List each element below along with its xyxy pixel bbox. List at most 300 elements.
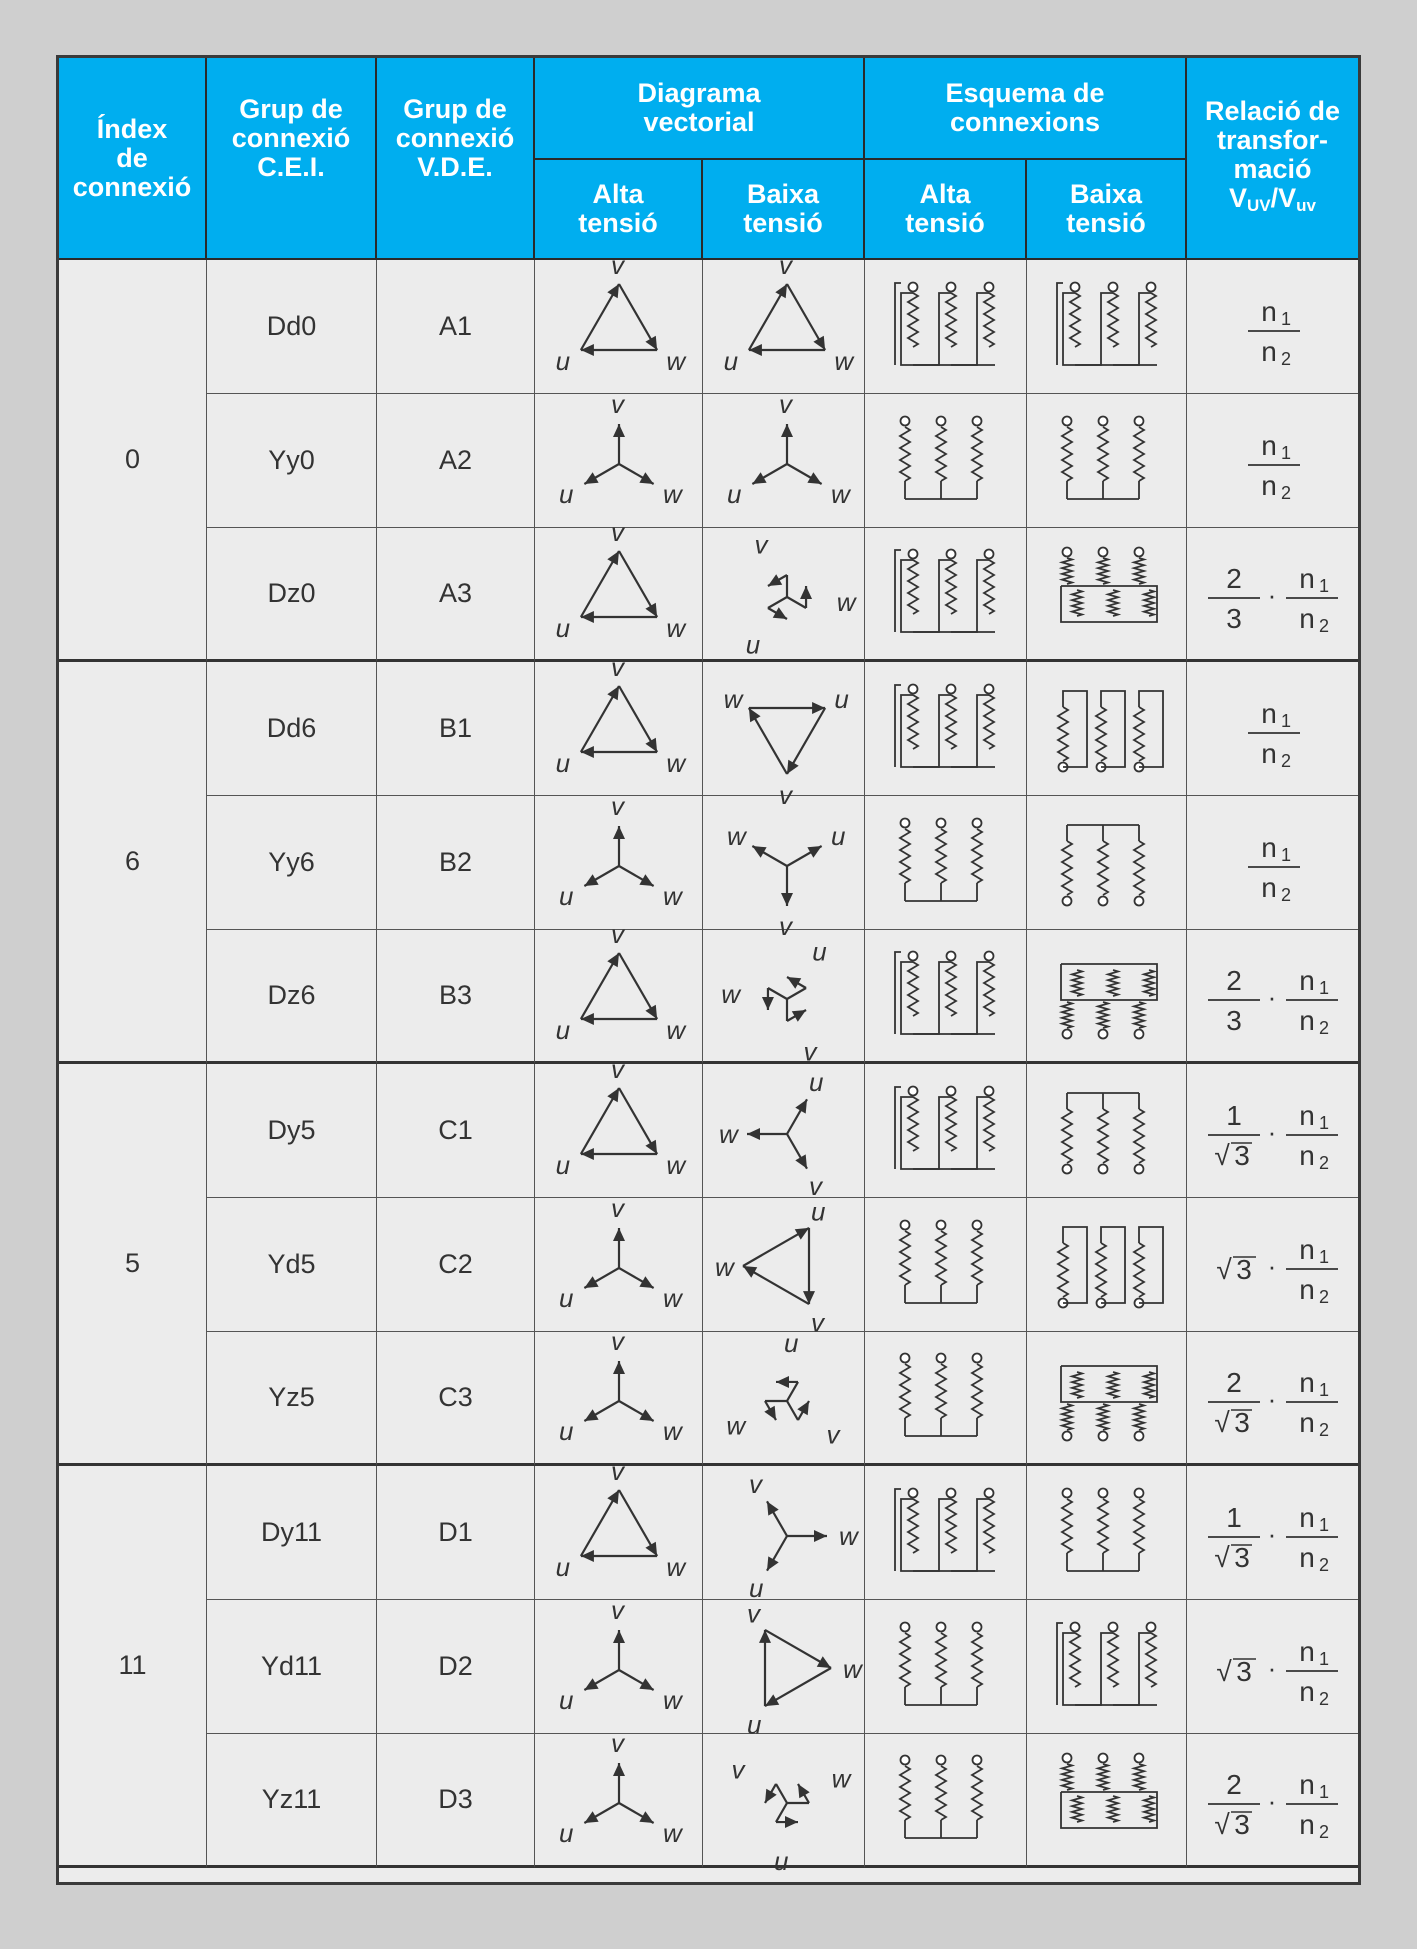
winding-scheme-low bbox=[1027, 1738, 1187, 1862]
phase-label-u: u bbox=[558, 478, 574, 509]
svg-text:1: 1 bbox=[1280, 442, 1291, 463]
phase-label-w: w bbox=[662, 1817, 682, 1848]
vector-diagram-high bbox=[535, 1455, 703, 1598]
phase-label-w: w bbox=[723, 683, 742, 714]
svg-text:1: 1 bbox=[1318, 1112, 1329, 1133]
transformation-ratio bbox=[1188, 1738, 1358, 1862]
phase-vector-u bbox=[584, 866, 619, 886]
phase-vector-v bbox=[767, 1501, 787, 1536]
winding-scheme-low bbox=[1027, 1203, 1187, 1327]
transformation-ratio bbox=[1188, 1471, 1358, 1595]
svg-text:3: 3 bbox=[1225, 1004, 1242, 1036]
side-vector-uv bbox=[580, 551, 618, 617]
phase-label-w: w bbox=[726, 820, 746, 851]
svg-text:1: 1 bbox=[1318, 1781, 1329, 1802]
vector-high-cell bbox=[535, 1455, 703, 1600]
phase-label-w: w bbox=[831, 1762, 850, 1793]
phase-label-w: w bbox=[665, 1551, 685, 1582]
phase-label-u: u bbox=[808, 1066, 823, 1097]
svg-text:·: · bbox=[1267, 981, 1276, 1012]
scheme-low-cell bbox=[1027, 1198, 1187, 1332]
phase-label-u: u bbox=[558, 1282, 574, 1313]
phase-label-v: v bbox=[826, 1418, 840, 1449]
header-ratio-formula: $V_{UV}/V_{uv}$ bbox=[1229, 182, 1316, 215]
phase-vector-w bbox=[787, 464, 822, 484]
vector-low-cell bbox=[703, 1734, 865, 1876]
phase-label-w: w bbox=[665, 747, 685, 778]
phase-label-w: w bbox=[725, 1410, 745, 1441]
phase-label-w: w bbox=[665, 1149, 685, 1180]
svg-text:n: n bbox=[1260, 871, 1277, 903]
phase-label-v: v bbox=[778, 388, 792, 419]
vde-cell: D3 bbox=[377, 1734, 535, 1868]
side-vector-vw bbox=[619, 686, 657, 752]
vector-diagram-low bbox=[703, 931, 865, 1067]
phase-label-w: w bbox=[718, 1118, 738, 1149]
winding-scheme-low bbox=[1027, 532, 1187, 656]
svg-text:n: n bbox=[1260, 429, 1277, 461]
vector-diagram-low bbox=[703, 1735, 865, 1876]
scheme-low-cell bbox=[1027, 796, 1187, 930]
vector-high-cell bbox=[535, 249, 703, 394]
cei-cell: Yd5 bbox=[207, 1198, 377, 1332]
vector-diagram-low bbox=[703, 388, 865, 526]
vde-cell: D2 bbox=[377, 1600, 535, 1734]
svg-text:n: n bbox=[1298, 1233, 1315, 1265]
ratio-cell bbox=[1187, 796, 1358, 930]
phase-label-u: u bbox=[555, 1149, 570, 1180]
transformation-ratio bbox=[1188, 1605, 1358, 1729]
side-vector-wu bbox=[765, 1668, 831, 1706]
phase-vector-v bbox=[787, 1134, 807, 1169]
svg-text:n: n bbox=[1260, 295, 1277, 327]
phase-label-u: u bbox=[773, 1845, 788, 1876]
header-scheme-low: Baixa tensió bbox=[1027, 160, 1187, 260]
header-vector-diagram: Diagrama vectorial bbox=[535, 58, 865, 160]
scheme-high-cell bbox=[865, 930, 1027, 1064]
vector-high-cell bbox=[535, 516, 703, 662]
ratio-cell bbox=[1187, 1198, 1358, 1332]
phase-vector-u bbox=[787, 846, 822, 866]
winding-scheme-high bbox=[865, 1605, 1027, 1729]
scheme-high-cell bbox=[865, 1734, 1027, 1868]
svg-text:1: 1 bbox=[1318, 1246, 1329, 1267]
zigzag-vector-v bbox=[787, 1010, 806, 1022]
vde-cell: A1 bbox=[377, 260, 535, 394]
scheme-high-cell bbox=[865, 796, 1027, 930]
phase-label-w: w bbox=[720, 978, 740, 1009]
winding-scheme-low bbox=[1027, 399, 1187, 523]
phase-label-w: w bbox=[662, 1684, 682, 1715]
side-vector-uv bbox=[803, 1227, 815, 1303]
phase-label-u: u bbox=[558, 880, 574, 911]
svg-text:·: · bbox=[1267, 1518, 1276, 1549]
vector-diagram-low bbox=[703, 529, 865, 659]
cei-cell: Dz6 bbox=[207, 930, 377, 1064]
ratio-cell bbox=[1187, 528, 1358, 662]
phase-label-u: u bbox=[555, 1551, 570, 1582]
cei-cell: Dd0 bbox=[207, 260, 377, 394]
svg-text:2: 2 bbox=[1225, 562, 1242, 594]
svg-text:2: 2 bbox=[1280, 482, 1291, 503]
svg-text:·: · bbox=[1267, 1652, 1276, 1683]
vector-diagram-high bbox=[535, 249, 703, 392]
scheme-high-cell bbox=[865, 1198, 1027, 1332]
side-vector-uv bbox=[748, 284, 786, 350]
svg-text:2: 2 bbox=[1318, 1821, 1329, 1842]
svg-text:√: √ bbox=[1213, 1139, 1230, 1171]
side-vector-vw bbox=[619, 284, 657, 350]
side-vector-uv bbox=[580, 1088, 618, 1154]
phase-vector-w bbox=[787, 1530, 827, 1542]
phase-label-u: u bbox=[745, 629, 760, 660]
svg-text:·: · bbox=[1267, 1116, 1276, 1147]
vector-low-cell bbox=[703, 1327, 865, 1466]
phase-label-u: u bbox=[811, 935, 827, 966]
svg-text:2: 2 bbox=[1318, 1017, 1329, 1038]
phase-label-v: v bbox=[610, 918, 624, 949]
winding-scheme-high bbox=[865, 1336, 1027, 1460]
scheme-low-cell bbox=[1027, 394, 1187, 528]
zigzag-vector-v bbox=[765, 1783, 777, 1802]
phase-label-v: v bbox=[610, 1727, 624, 1758]
ratio-cell bbox=[1187, 260, 1358, 394]
zigzag-vector-v bbox=[767, 574, 786, 586]
phase-label-u: u bbox=[558, 1684, 574, 1715]
vector-diagram-high bbox=[535, 388, 703, 526]
side-vector-vw bbox=[765, 1629, 831, 1667]
ratio-cell bbox=[1187, 1064, 1358, 1198]
winding-scheme-low bbox=[1027, 1471, 1187, 1595]
header-cei: Grup de connexió C.E.I. bbox=[207, 58, 377, 260]
phase-label-w: w bbox=[833, 345, 853, 376]
ratio-cell bbox=[1187, 1734, 1358, 1868]
phase-vector-v bbox=[613, 1228, 625, 1268]
svg-text:1: 1 bbox=[1225, 1501, 1242, 1533]
svg-text:3: 3 bbox=[1233, 1139, 1250, 1171]
vector-diagram-high bbox=[535, 651, 703, 794]
phase-label-v: v bbox=[610, 1325, 624, 1356]
phase-label-v: v bbox=[748, 1468, 762, 1499]
vde-cell: B3 bbox=[377, 930, 535, 1064]
svg-text:1: 1 bbox=[1318, 1648, 1329, 1669]
side-vector-wu bbox=[748, 702, 824, 714]
scheme-low-cell bbox=[1027, 1332, 1187, 1466]
scheme-high-cell bbox=[865, 1332, 1027, 1466]
phase-vector-w bbox=[619, 1670, 654, 1690]
vector-diagram-high bbox=[535, 1192, 703, 1330]
cei-cell: Dy11 bbox=[207, 1466, 377, 1600]
phase-vector-v bbox=[781, 866, 793, 906]
svg-text:n: n bbox=[1298, 1808, 1315, 1840]
ratio-cell bbox=[1187, 394, 1358, 528]
side-vector-uv bbox=[580, 1490, 618, 1556]
vector-low-cell bbox=[703, 528, 865, 662]
phase-label-w: w bbox=[662, 1415, 682, 1446]
svg-text:n: n bbox=[1298, 1273, 1315, 1305]
side-vector-vw bbox=[619, 551, 657, 617]
scheme-high-cell bbox=[865, 1600, 1027, 1734]
svg-text:3: 3 bbox=[1235, 1253, 1252, 1285]
winding-scheme-low bbox=[1027, 667, 1187, 791]
winding-scheme-high bbox=[865, 934, 1027, 1058]
phase-label-v: v bbox=[610, 1192, 624, 1223]
phase-label-u: u bbox=[783, 1327, 799, 1358]
svg-text:3: 3 bbox=[1233, 1406, 1250, 1438]
phase-label-v: v bbox=[610, 516, 624, 547]
phase-vector-w bbox=[619, 1268, 654, 1288]
phase-label-w: w bbox=[842, 1653, 862, 1684]
phase-label-v: v bbox=[610, 790, 624, 821]
vector-high-cell bbox=[535, 1594, 703, 1734]
svg-text:2: 2 bbox=[1318, 615, 1329, 636]
phase-label-w: w bbox=[665, 345, 685, 376]
vde-cell: C2 bbox=[377, 1198, 535, 1332]
side-vector-uv bbox=[580, 686, 618, 752]
ratio-cell bbox=[1187, 1332, 1358, 1466]
winding-scheme-low bbox=[1027, 1069, 1187, 1193]
vector-high-cell bbox=[535, 651, 703, 796]
phase-label-w: w bbox=[665, 1014, 685, 1045]
vector-high-cell bbox=[535, 918, 703, 1064]
phase-vector-w bbox=[619, 464, 654, 484]
phase-label-u: u bbox=[555, 345, 570, 376]
svg-text:3: 3 bbox=[1233, 1808, 1250, 1840]
vector-low-cell bbox=[703, 1466, 865, 1603]
side-vector-vw bbox=[748, 708, 786, 774]
transformation-ratio bbox=[1188, 265, 1358, 389]
svg-text:n: n bbox=[1298, 602, 1315, 634]
phase-vector-u bbox=[584, 1670, 619, 1690]
svg-text:n: n bbox=[1298, 1541, 1315, 1573]
svg-text:·: · bbox=[1267, 1250, 1276, 1281]
phase-vector-w bbox=[619, 1803, 654, 1823]
vector-diagram-low bbox=[703, 249, 865, 392]
svg-text:2: 2 bbox=[1225, 964, 1242, 996]
vde-cell: C1 bbox=[377, 1064, 535, 1198]
svg-text:n: n bbox=[1260, 737, 1277, 769]
vde-cell: B1 bbox=[377, 662, 535, 796]
svg-text:·: · bbox=[1267, 579, 1276, 610]
phase-label-u: u bbox=[748, 1572, 763, 1603]
svg-text:1: 1 bbox=[1318, 575, 1329, 596]
connection-groups-table bbox=[56, 55, 1361, 1885]
phase-label-v: v bbox=[610, 249, 624, 280]
vector-diagram-high bbox=[535, 1594, 703, 1732]
phase-label-u: u bbox=[726, 478, 742, 509]
scheme-high-cell bbox=[865, 528, 1027, 662]
scheme-high-cell bbox=[865, 662, 1027, 796]
svg-text:2: 2 bbox=[1280, 884, 1291, 905]
svg-text:√: √ bbox=[1215, 1253, 1232, 1285]
phase-label-w: w bbox=[662, 478, 682, 509]
vector-low-cell bbox=[703, 1196, 865, 1337]
transformation-ratio bbox=[1188, 1203, 1358, 1327]
svg-text:3: 3 bbox=[1233, 1541, 1250, 1573]
winding-scheme-high bbox=[865, 801, 1027, 925]
side-vector-uv bbox=[580, 284, 618, 350]
phase-label-u: u bbox=[558, 1817, 574, 1848]
phase-vector-v bbox=[613, 1763, 625, 1803]
phase-vector-u bbox=[584, 1268, 619, 1288]
svg-text:n: n bbox=[1298, 1366, 1315, 1398]
phase-label-v: v bbox=[810, 1306, 824, 1337]
header-connection-scheme: Esquema de connexions bbox=[865, 58, 1187, 160]
scheme-low-cell bbox=[1027, 930, 1187, 1064]
phase-label-w: w bbox=[662, 880, 682, 911]
vector-high-cell bbox=[535, 1053, 703, 1198]
zigzag-vector-u bbox=[767, 607, 786, 619]
phase-label-w: w bbox=[714, 1251, 734, 1282]
side-vector-wu bbox=[580, 1550, 656, 1562]
transformation-ratio bbox=[1188, 399, 1358, 523]
svg-text:2: 2 bbox=[1318, 1152, 1329, 1173]
scheme-low-cell bbox=[1027, 260, 1187, 394]
winding-scheme-high bbox=[865, 532, 1027, 656]
vector-diagram-low bbox=[703, 1066, 865, 1201]
phase-label-v: v bbox=[730, 1754, 744, 1785]
winding-scheme-low bbox=[1027, 265, 1187, 389]
svg-text:√: √ bbox=[1213, 1808, 1230, 1840]
transformation-ratio bbox=[1188, 1069, 1358, 1193]
svg-text:3: 3 bbox=[1225, 602, 1242, 634]
phase-vector-v bbox=[613, 1361, 625, 1401]
winding-scheme-low bbox=[1027, 1336, 1187, 1460]
side-vector-wu bbox=[580, 611, 656, 623]
vector-diagram-low bbox=[703, 1196, 865, 1337]
zigzag-vector-w bbox=[764, 1401, 776, 1420]
vector-diagram-low bbox=[703, 1598, 865, 1739]
svg-text:1: 1 bbox=[1318, 1514, 1329, 1535]
svg-text:n: n bbox=[1298, 1768, 1315, 1800]
scheme-high-cell bbox=[865, 1466, 1027, 1600]
phase-label-u: u bbox=[723, 345, 738, 376]
scheme-high-cell bbox=[865, 1064, 1027, 1198]
svg-text:2: 2 bbox=[1225, 1366, 1242, 1398]
vector-low-cell bbox=[703, 662, 865, 810]
cei-cell: Yd11 bbox=[207, 1600, 377, 1734]
header-scheme-high: Alta tensió bbox=[865, 160, 1027, 260]
winding-scheme-high bbox=[865, 265, 1027, 389]
phase-label-w: w bbox=[836, 586, 856, 617]
phase-label-u: u bbox=[558, 1415, 574, 1446]
phase-label-v: v bbox=[610, 651, 624, 682]
svg-text:3: 3 bbox=[1235, 1655, 1252, 1687]
scheme-low-cell bbox=[1027, 662, 1187, 796]
index-cell: 5 bbox=[59, 1064, 207, 1466]
svg-text:n: n bbox=[1298, 964, 1315, 996]
phase-label-w: w bbox=[838, 1520, 858, 1551]
phase-vector-u bbox=[767, 1536, 787, 1571]
vector-diagram-low bbox=[703, 1468, 865, 1603]
side-vector-vw bbox=[743, 1266, 809, 1304]
vector-low-cell bbox=[703, 388, 865, 528]
vde-cell: B2 bbox=[377, 796, 535, 930]
vector-low-cell bbox=[703, 1064, 865, 1201]
zigzag-vector-w bbox=[798, 1783, 810, 1802]
svg-text:2: 2 bbox=[1318, 1286, 1329, 1307]
svg-text:2: 2 bbox=[1318, 1688, 1329, 1709]
side-vector-vw bbox=[619, 1490, 657, 1556]
vector-high-cell bbox=[535, 1727, 703, 1868]
phase-label-v: v bbox=[778, 910, 792, 941]
zigzag-vector-v bbox=[797, 1401, 809, 1420]
winding-scheme-high bbox=[865, 1203, 1027, 1327]
header-ratio bbox=[1187, 58, 1358, 260]
svg-text:2: 2 bbox=[1225, 1768, 1242, 1800]
phase-label-u: u bbox=[555, 747, 570, 778]
side-vector-wu bbox=[580, 344, 656, 356]
phase-label-v: v bbox=[610, 1053, 624, 1084]
svg-text:2: 2 bbox=[1280, 348, 1291, 369]
side-vector-wu bbox=[748, 344, 824, 356]
phase-label-u: u bbox=[555, 612, 570, 643]
svg-text:1: 1 bbox=[1280, 844, 1291, 865]
index-cell: 6 bbox=[59, 662, 207, 1064]
svg-text:√: √ bbox=[1215, 1655, 1232, 1687]
svg-text:2: 2 bbox=[1318, 1419, 1329, 1440]
scheme-high-cell bbox=[865, 394, 1027, 528]
side-vector-wu bbox=[580, 1013, 656, 1025]
header-vector-low: Baixa tensió bbox=[703, 160, 865, 260]
phase-vector-v bbox=[613, 826, 625, 866]
ratio-cell bbox=[1187, 1600, 1358, 1734]
svg-text:1: 1 bbox=[1318, 1379, 1329, 1400]
svg-text:·: · bbox=[1267, 1383, 1276, 1414]
svg-text:1: 1 bbox=[1280, 308, 1291, 329]
side-vector-uv bbox=[759, 1629, 771, 1705]
svg-text:n: n bbox=[1298, 1635, 1315, 1667]
cei-cell: Dd6 bbox=[207, 662, 377, 796]
scheme-high-cell bbox=[865, 260, 1027, 394]
vector-low-cell bbox=[703, 930, 865, 1067]
phase-vector-u bbox=[584, 1803, 619, 1823]
phase-label-v: v bbox=[753, 528, 767, 559]
phase-label-v: v bbox=[746, 1598, 760, 1629]
phase-label-v: v bbox=[610, 388, 624, 419]
phase-label-v: v bbox=[778, 249, 792, 280]
phase-label-v: v bbox=[808, 1170, 822, 1201]
ratio-cell bbox=[1187, 930, 1358, 1064]
vector-diagram-low bbox=[703, 664, 865, 810]
side-vector-wu bbox=[580, 1148, 656, 1160]
side-vector-vw bbox=[619, 953, 657, 1019]
vector-high-cell bbox=[535, 388, 703, 528]
transformation-ratio bbox=[1188, 667, 1358, 791]
svg-text:n: n bbox=[1260, 831, 1277, 863]
vector-diagram-high bbox=[535, 516, 703, 659]
side-vector-uv bbox=[787, 708, 825, 774]
phase-vector-u bbox=[752, 464, 787, 484]
cei-cell: Dz0 bbox=[207, 528, 377, 662]
zigzag-vector-u bbox=[787, 977, 806, 989]
svg-text:2: 2 bbox=[1318, 1554, 1329, 1575]
svg-text:n: n bbox=[1298, 1675, 1315, 1707]
vector-high-cell bbox=[535, 1325, 703, 1466]
svg-text:1: 1 bbox=[1280, 710, 1291, 731]
cei-cell: Yy0 bbox=[207, 394, 377, 528]
vector-diagram-high bbox=[535, 918, 703, 1061]
svg-text:1: 1 bbox=[1225, 1099, 1242, 1131]
phase-vector-u bbox=[787, 1099, 807, 1134]
svg-text:n: n bbox=[1298, 1139, 1315, 1171]
scheme-low-cell bbox=[1027, 1064, 1187, 1198]
svg-text:n: n bbox=[1260, 335, 1277, 367]
vde-cell: A2 bbox=[377, 394, 535, 528]
phase-label-u: u bbox=[810, 1196, 825, 1227]
vector-high-cell bbox=[535, 1192, 703, 1332]
vector-low-cell bbox=[703, 1598, 865, 1739]
